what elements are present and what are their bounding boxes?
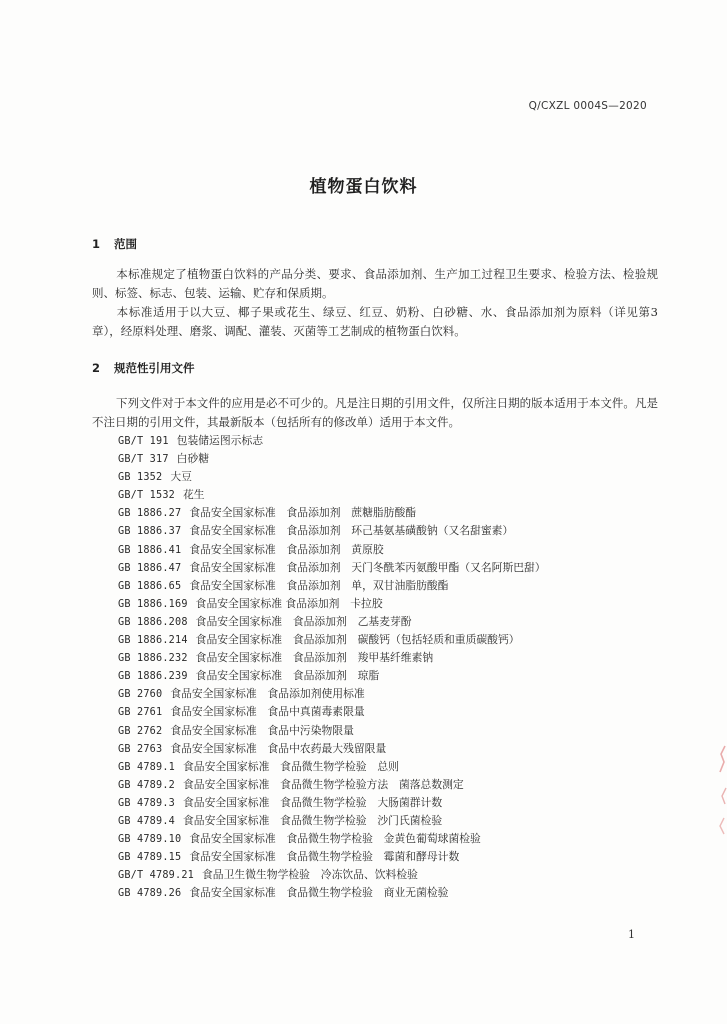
reference-title: 食品安全国家标准 食品添加剂 黄原胶: [189, 542, 384, 556]
reference-title: 食品安全国家标准 食品微生物学检验方法 菌落总数测定: [183, 777, 464, 791]
reference-item: [118, 432, 546, 450]
reference-item: [118, 866, 546, 884]
reference-code: GB 1352: [118, 472, 163, 484]
reference-title: 食品卫生微生物学检验 冷冻饮品、饮料检验: [202, 868, 418, 882]
reference-code: GB 1886.47: [118, 562, 182, 574]
reference-list: [118, 432, 546, 902]
paragraph-text: 本标准规定了植物蛋白饮料的产品分类、要求、食品添加剂、生产加工过程卫生要求、检验方法、检验规则、标签、标志、包装、运输、贮存和保质期。: [92, 267, 658, 300]
reference-title: 食品安全国家标准 食品添加剂 蔗糖脂肪酸酯: [189, 506, 417, 520]
section-1-paragraph-1: [92, 265, 658, 303]
reference-item: [118, 740, 546, 758]
reference-item: [118, 468, 546, 486]
reference-item: [118, 794, 546, 812]
reference-code: GB 2761: [118, 707, 163, 719]
reference-code: GB/T 317: [118, 454, 169, 466]
reference-item: [118, 486, 546, 504]
reference-item: [118, 522, 546, 540]
reference-title: 食品安全国家标准 食品添加剂 天门冬酰苯丙氨酸甲酯（又名阿斯巴甜）: [189, 560, 546, 574]
reference-item: [118, 703, 546, 721]
reference-code: GB 4789.15: [118, 852, 182, 864]
reference-item: [118, 884, 546, 902]
reference-item: [118, 812, 546, 830]
reference-code: GB 1886.232: [118, 653, 188, 665]
reference-title: 食品安全国家标准 食品中农药最大残留限量: [170, 741, 387, 755]
reference-code: GB 2763: [118, 743, 163, 755]
reference-title: 大豆: [170, 470, 192, 484]
reference-item: [118, 631, 546, 649]
reference-title: 白砂糖: [176, 452, 210, 466]
reference-code: GB 2762: [118, 725, 163, 737]
reference-title: 食品安全国家标准 食品添加剂 羧甲基纤维素钠: [195, 651, 434, 665]
section-2-number: 2: [92, 361, 101, 375]
reference-title: 食品安全国家标准 食品添加剂 碳酸钙（包括轻质和重质碳酸钙）: [195, 633, 520, 647]
reference-title: 食品安全国家标准 食品添加剂 乙基麦芽酚: [195, 614, 412, 628]
reference-title: 食品安全国家标准 食品微生物学检验 总则: [183, 759, 399, 773]
reference-item: [118, 541, 546, 559]
section-1-paragraph-2: [92, 303, 658, 341]
reference-item: [118, 613, 546, 631]
reference-item: [118, 577, 546, 595]
reference-item: [118, 504, 546, 522]
reference-title: 食品安全国家标准 食品中真菌毒素限量: [170, 705, 365, 719]
seal-edge-mark: [715, 742, 727, 842]
reference-item: [118, 776, 546, 794]
reference-title: 食品安全国家标准 食品添加剂 环己基氨基磺酸钠（又名甜蜜素）: [189, 524, 514, 538]
reference-code: GB 2760: [118, 689, 163, 701]
reference-title: 包装储运图示标志: [176, 434, 264, 447]
section-1-number: 1: [92, 237, 101, 251]
reference-code: GB 4789.3: [118, 797, 176, 809]
section-1-heading: [92, 236, 137, 252]
document-code: Q/CXZL 0004S—2020: [528, 100, 647, 112]
paragraph-text: 本标准适用于以大豆、椰子果或花生、绿豆、红豆、奶粉、白砂糖、水、食品添加剂为原料（详见第3章），经原料处理、磨浆、调配、灌装、灭菌等工艺制成的植物蛋白饮料。: [92, 305, 658, 338]
reference-item: [118, 649, 546, 667]
reference-item: [118, 595, 546, 613]
document-title: 植物蛋白饮料: [309, 177, 418, 197]
reference-code: GB/T 1532: [118, 490, 176, 502]
reference-item: [118, 559, 546, 577]
reference-item: [118, 848, 546, 866]
reference-code: GB 4789.2: [118, 779, 176, 791]
reference-code: GB 1886.41: [118, 544, 182, 556]
reference-title: 食品安全国家标准 食品添加剂 卡拉胶: [195, 596, 383, 610]
reference-code: GB 1886.208: [118, 616, 188, 628]
reference-code: GB 1886.169: [118, 598, 188, 610]
reference-title: 食品安全国家标准 食品微生物学检验 霉菌和酵母计数: [189, 850, 460, 864]
reference-title: 食品安全国家标准 食品微生物学检验 大肠菌群计数: [183, 795, 443, 809]
reference-code: GB 4789.26: [118, 888, 182, 900]
paragraph-text: 下列文件对于本文件的应用是必不可少的。凡是注日期的引用文件，仅所注日期的版本适用于本文件。凡是不注日期的引用文件，其最新版本（包括所有的修改单）适用于本文件。: [92, 396, 658, 429]
reference-title: 花生: [183, 488, 205, 502]
reference-code: GB 1886.37: [118, 526, 182, 538]
reference-code: GB 4789.1: [118, 761, 176, 773]
reference-title: 食品安全国家标准 食品微生物学检验 金黄色葡萄球菌检验: [189, 832, 481, 846]
reference-code: GB 4789.4: [118, 815, 176, 827]
reference-title: 食品安全国家标准 食品添加剂 琼脂: [195, 669, 380, 683]
reference-title: 食品安全国家标准 食品添加剂 单，双甘油脂肪酸酯: [189, 578, 449, 592]
reference-title: 食品安全国家标准 食品微生物学检验 商业无菌检验: [189, 886, 449, 900]
section-2-intro: [92, 394, 658, 432]
reference-title: 食品安全国家标准 食品添加剂使用标准: [170, 687, 365, 701]
reference-code: GB 1886.27: [118, 508, 182, 520]
reference-code: GB 4789.10: [118, 834, 182, 846]
reference-code: GB 1886.214: [118, 635, 188, 647]
reference-item: [118, 685, 546, 703]
reference-title: 食品安全国家标准 食品微生物学检验 沙门氏菌检验: [183, 813, 443, 827]
reference-item: [118, 830, 546, 848]
reference-item: [118, 667, 546, 685]
reference-code: GB 1886.65: [118, 580, 182, 592]
reference-item: [118, 758, 546, 776]
section-2-title: 规范性引用文件: [114, 361, 195, 375]
reference-code: GB/T 4789.21: [118, 870, 195, 882]
reference-code: GB 1886.239: [118, 671, 188, 683]
reference-item: [118, 450, 546, 468]
section-2-heading: [92, 360, 195, 376]
reference-item: [118, 722, 546, 740]
section-1-title: 范围: [114, 237, 137, 251]
page-number: 1: [628, 928, 635, 941]
reference-code: GB/T 191: [118, 436, 169, 447]
reference-title: 食品安全国家标准 食品中污染物限量: [170, 723, 354, 737]
